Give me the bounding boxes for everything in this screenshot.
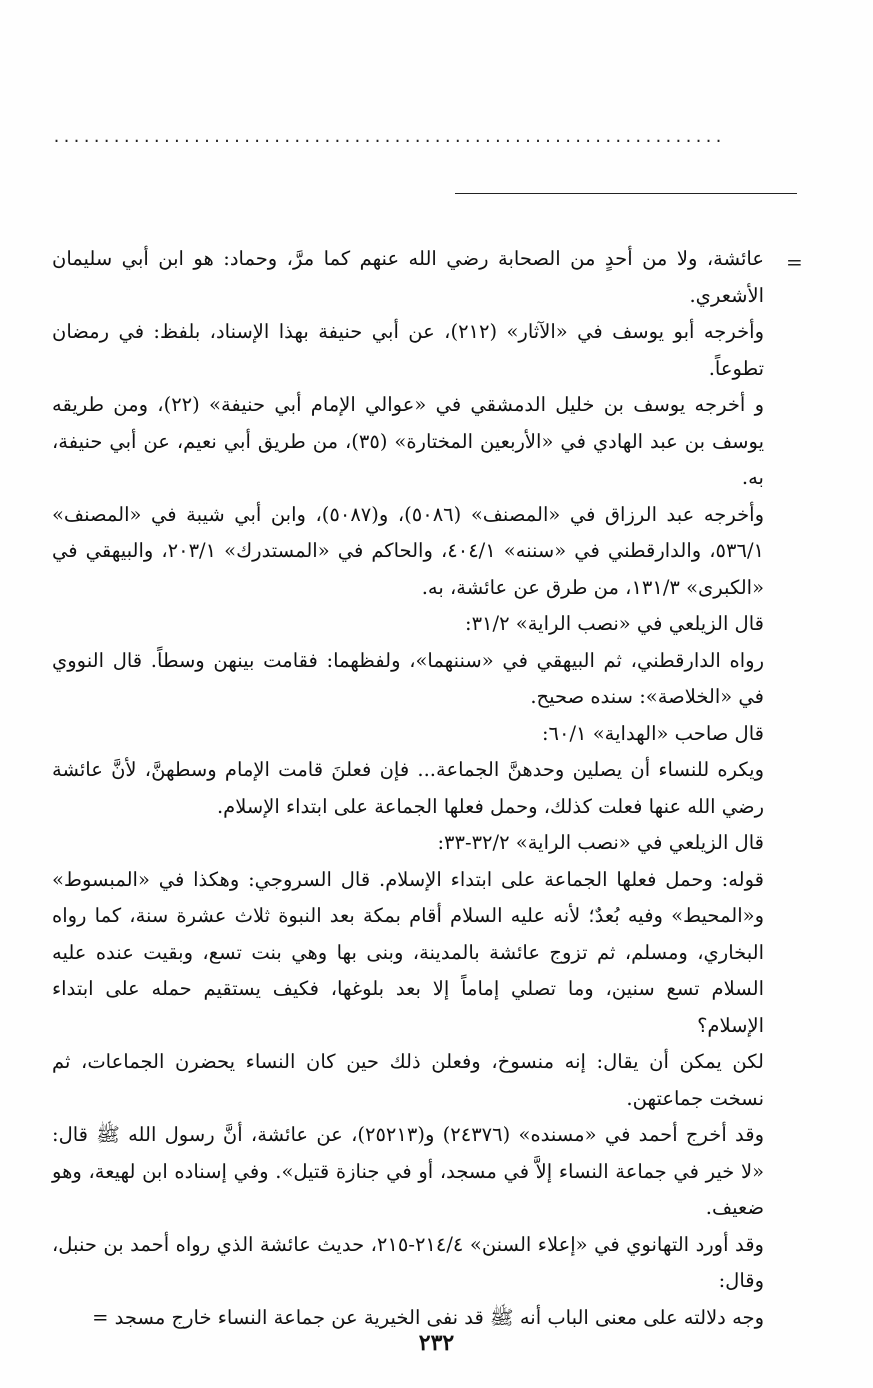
continuation-marker: = bbox=[786, 250, 803, 274]
paragraph: وقد أخرج أحمد في «مسنده» (٢٤٣٧٦) و(٢٥٢١٣)، عن عائشة، أنَّ رسول الله ﷺ قال: «لا خير في جماعة النساء إلاَّ في مسجد، أو في جنازة قتيل». وفي إسناده ابن لهيعة، وهو ضعيف. bbox=[52, 1123, 764, 1219]
footnote-body bbox=[52, 241, 764, 1336]
paragraph: لكن يمكن أن يقال: إنه منسوخ، وفعلن ذلك حين كان النساء يحضرن الجماعات، ثم نسخت جماعتهن. bbox=[52, 1050, 764, 1110]
paragraph: قال صاحب «الهداية» ٦٠/١: bbox=[541, 721, 764, 745]
paragraph: وأخرجه عبد الرزاق في «المصنف» (٥٠٨٦)، و(٥٠٨٧)، وابن أبي شيبة في «المصنف» ٥٣٦/١، والدارقطني في «سننه» ٤٠٤/١، والحاكم في «المستدرك» ٢٠٣/١، والبيهقي في «الكبرى» ١٣١/٣، من طرق عن عائشة، به. bbox=[52, 502, 764, 599]
footnote-divider bbox=[455, 193, 797, 194]
paragraph: وجه دلالته على معنى الباب أنه ﷺ قد نفى الخيرية عن جماعة النساء خارج مسجد = bbox=[92, 1305, 764, 1329]
paragraph: عائشة، ولا من أحدٍ من الصحابة رضي الله عنهم كما مرَّ، وحماد: هو ابن أبي سليمان الأشعري. bbox=[52, 247, 764, 307]
page-number: ٢٣٢ bbox=[418, 1330, 455, 1356]
paragraph: قوله: وحمل فعلها الجماعة على ابتداء الإسلام. قال السروجي: وهكذا في «المبسوط» و«المحيط» وفيه بُعدٌ؛ لأنه عليه السلام أقام بمكة بعد النبوة ثلاث عشرة سنة، كما رواه البخاري، ومسلم، ثم تزوج عائشة بالمدينة، وبنى بها وهي بنت تسع، وبقيت عنده عليه السلام تسع سنين، وما تصلي إماماً إلا بعد بلوغها، فكيف يستقيم حمله على ابتداء الإسلام؟ bbox=[52, 867, 764, 1037]
paragraph: رواه الدارقطني، ثم البيهقي في «سننهما»، ولفظهما: فقامت بينهن وسطاً. قال النووي في «الخلاصة»: سنده صحيح. bbox=[52, 648, 764, 708]
paragraph: ويكره للنساء أن يصلين وحدهنَّ الجماعة... فإن فعلنَ قامت الإمام وسطهنَّ، لأنَّ عائشة رضي الله عنها فعلت كذلك، وحمل فعلها الجماعة على ابتداء الإسلام. bbox=[52, 758, 764, 818]
separator-dots: ................................................................... bbox=[52, 128, 725, 146]
paragraph: قال الزيلعي في «نصب الراية» ٣٢/٢-٣٣: bbox=[437, 831, 764, 854]
paragraph: قال الزيلعي في «نصب الراية» ٣١/٢: bbox=[464, 612, 764, 635]
paragraph: و أخرجه يوسف بن خليل الدمشقي في «عوالي الإمام أبي حنيفة» (٢٢)، ومن طريقه يوسف بن عبد الهادي في «الأربعين المختارة» (٣٥)، من طريق أبي نعيم، عن أبي حنيفة، به. bbox=[52, 393, 764, 489]
paragraph: وأخرجه أبو يوسف في «الآثار» (٢١٢)، عن أبي حنيفة بهذا الإسناد، بلفظ: في رمضان تطوعاً. bbox=[52, 320, 764, 380]
paragraph: وقد أورد التهانوي في «إعلاء السنن» ٢١٤/٤-٢١٥، حديث عائشة الذي رواه أحمد بن حنبل، وقال: bbox=[52, 1232, 764, 1292]
